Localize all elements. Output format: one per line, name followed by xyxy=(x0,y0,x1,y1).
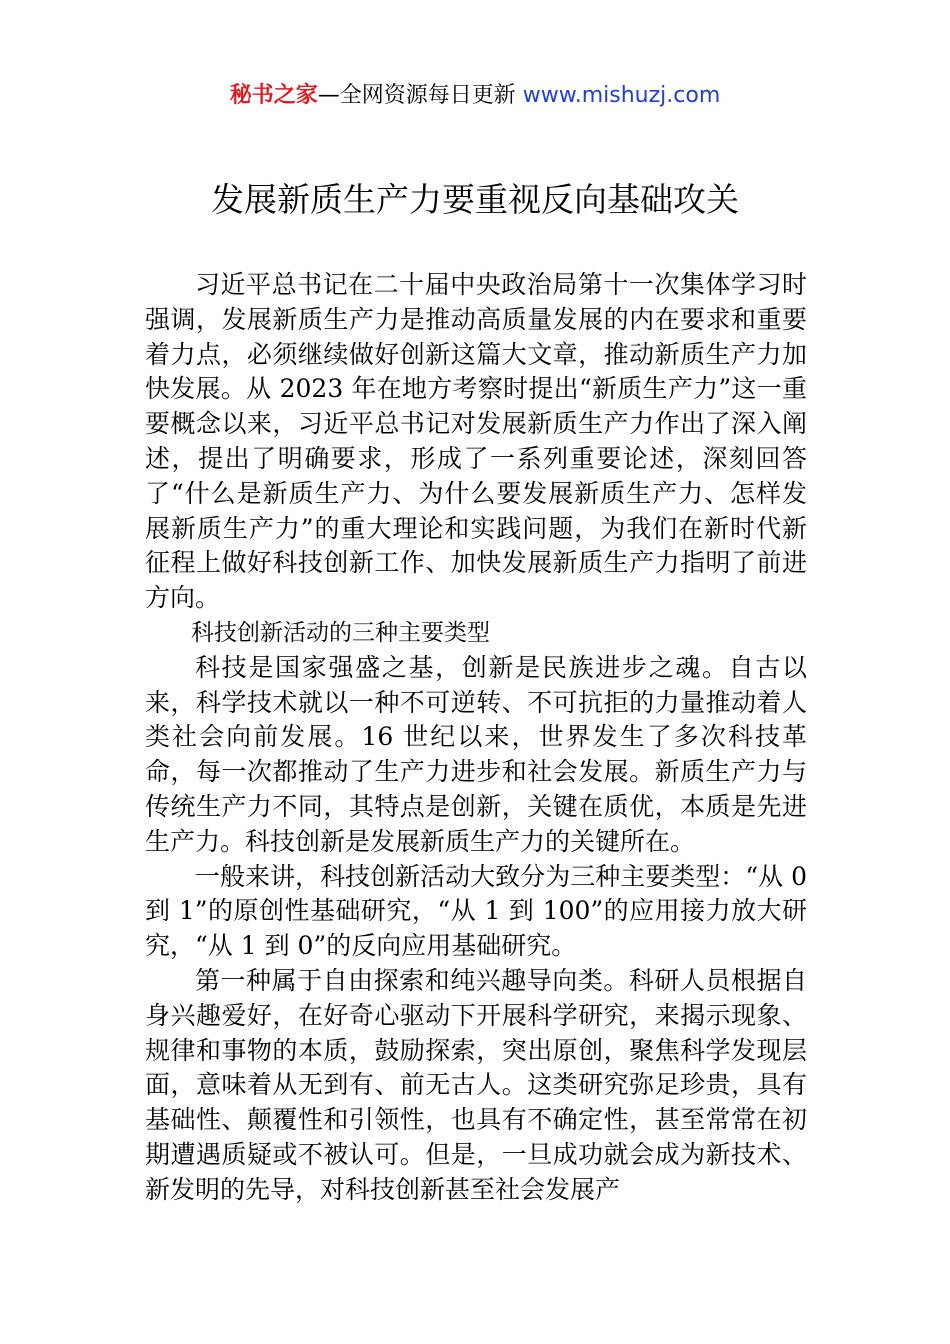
site-header xyxy=(0,80,950,112)
site-url[interactable]: www.mishuzj.com xyxy=(522,83,721,108)
document-body xyxy=(145,268,807,1208)
paragraph-three-types: 一般来讲，科技创新活动大致分为三种主要类型：“从 0 到 1”的原创性基础研究，“从 1 到 100”的应用接力放大研究，“从 1 到 0”的反向应用基础研究。 xyxy=(145,861,807,961)
paragraph-intro: 习近平总书记在二十届中央政治局第十一次集体学习时强调，发展新质生产力是推动高质量发展的内在要求和重要着力点，必须继续做好创新这篇大文章，推动新质生产力加快发展。从 2023 年在地方考察时提出“新质生产力”这一重要概念以来，习近平总书记对发展新质生产力作出了深入阐述，提出了明确要求，形成了一系列重要论述，深刻回答了“什么是新质生产力、为什么要发展新质生产力、怎样发展新质生产力”的重大理论和实践问题，为我们在新时代新征程上做好科技创新工作、加快发展新质生产力指明了前进方向。 xyxy=(145,270,807,613)
site-tagline: —全网资源每日更新 xyxy=(317,83,523,108)
section-heading: 科技创新活动的三种主要类型 xyxy=(191,619,490,646)
site-brand: 秘书之家 xyxy=(229,83,318,108)
document-title: 发展新质生产力要重视反向基础攻关 xyxy=(211,180,739,219)
paragraph-first-type: 第一种属于自由探索和纯兴趣导向类。科研人员根据自身兴趣爱好，在好奇心驱动下开展科学研究，来揭示现象、规律和事物的本质，鼓励探索，突出原创，聚焦科学发现层面，意味着从无到有、前无古人。这类研究弥足珍贵，具有基础性、颠覆性和引领性，也具有不确定性，甚至常常在初期遭遇质疑或不被认可。但是，一旦成功就会成为新技术、新发明的先导，对科技创新甚至社会发展产 xyxy=(145,965,807,1204)
paragraph-tech-foundation: 科技是国家强盛之基，创新是民族进步之魂。自古以来，科学技术就以一种不可逆转、不可抗拒的力量推动着人类社会向前发展。16 世纪以来，世界发生了多次科技革命，每一次都推动了生产力进步和社会发展。新质生产力与传统生产力不同，其特点是创新，关键在质优，本质是先进生产力。科技创新是发展新质生产力的关键所在。 xyxy=(145,652,807,856)
